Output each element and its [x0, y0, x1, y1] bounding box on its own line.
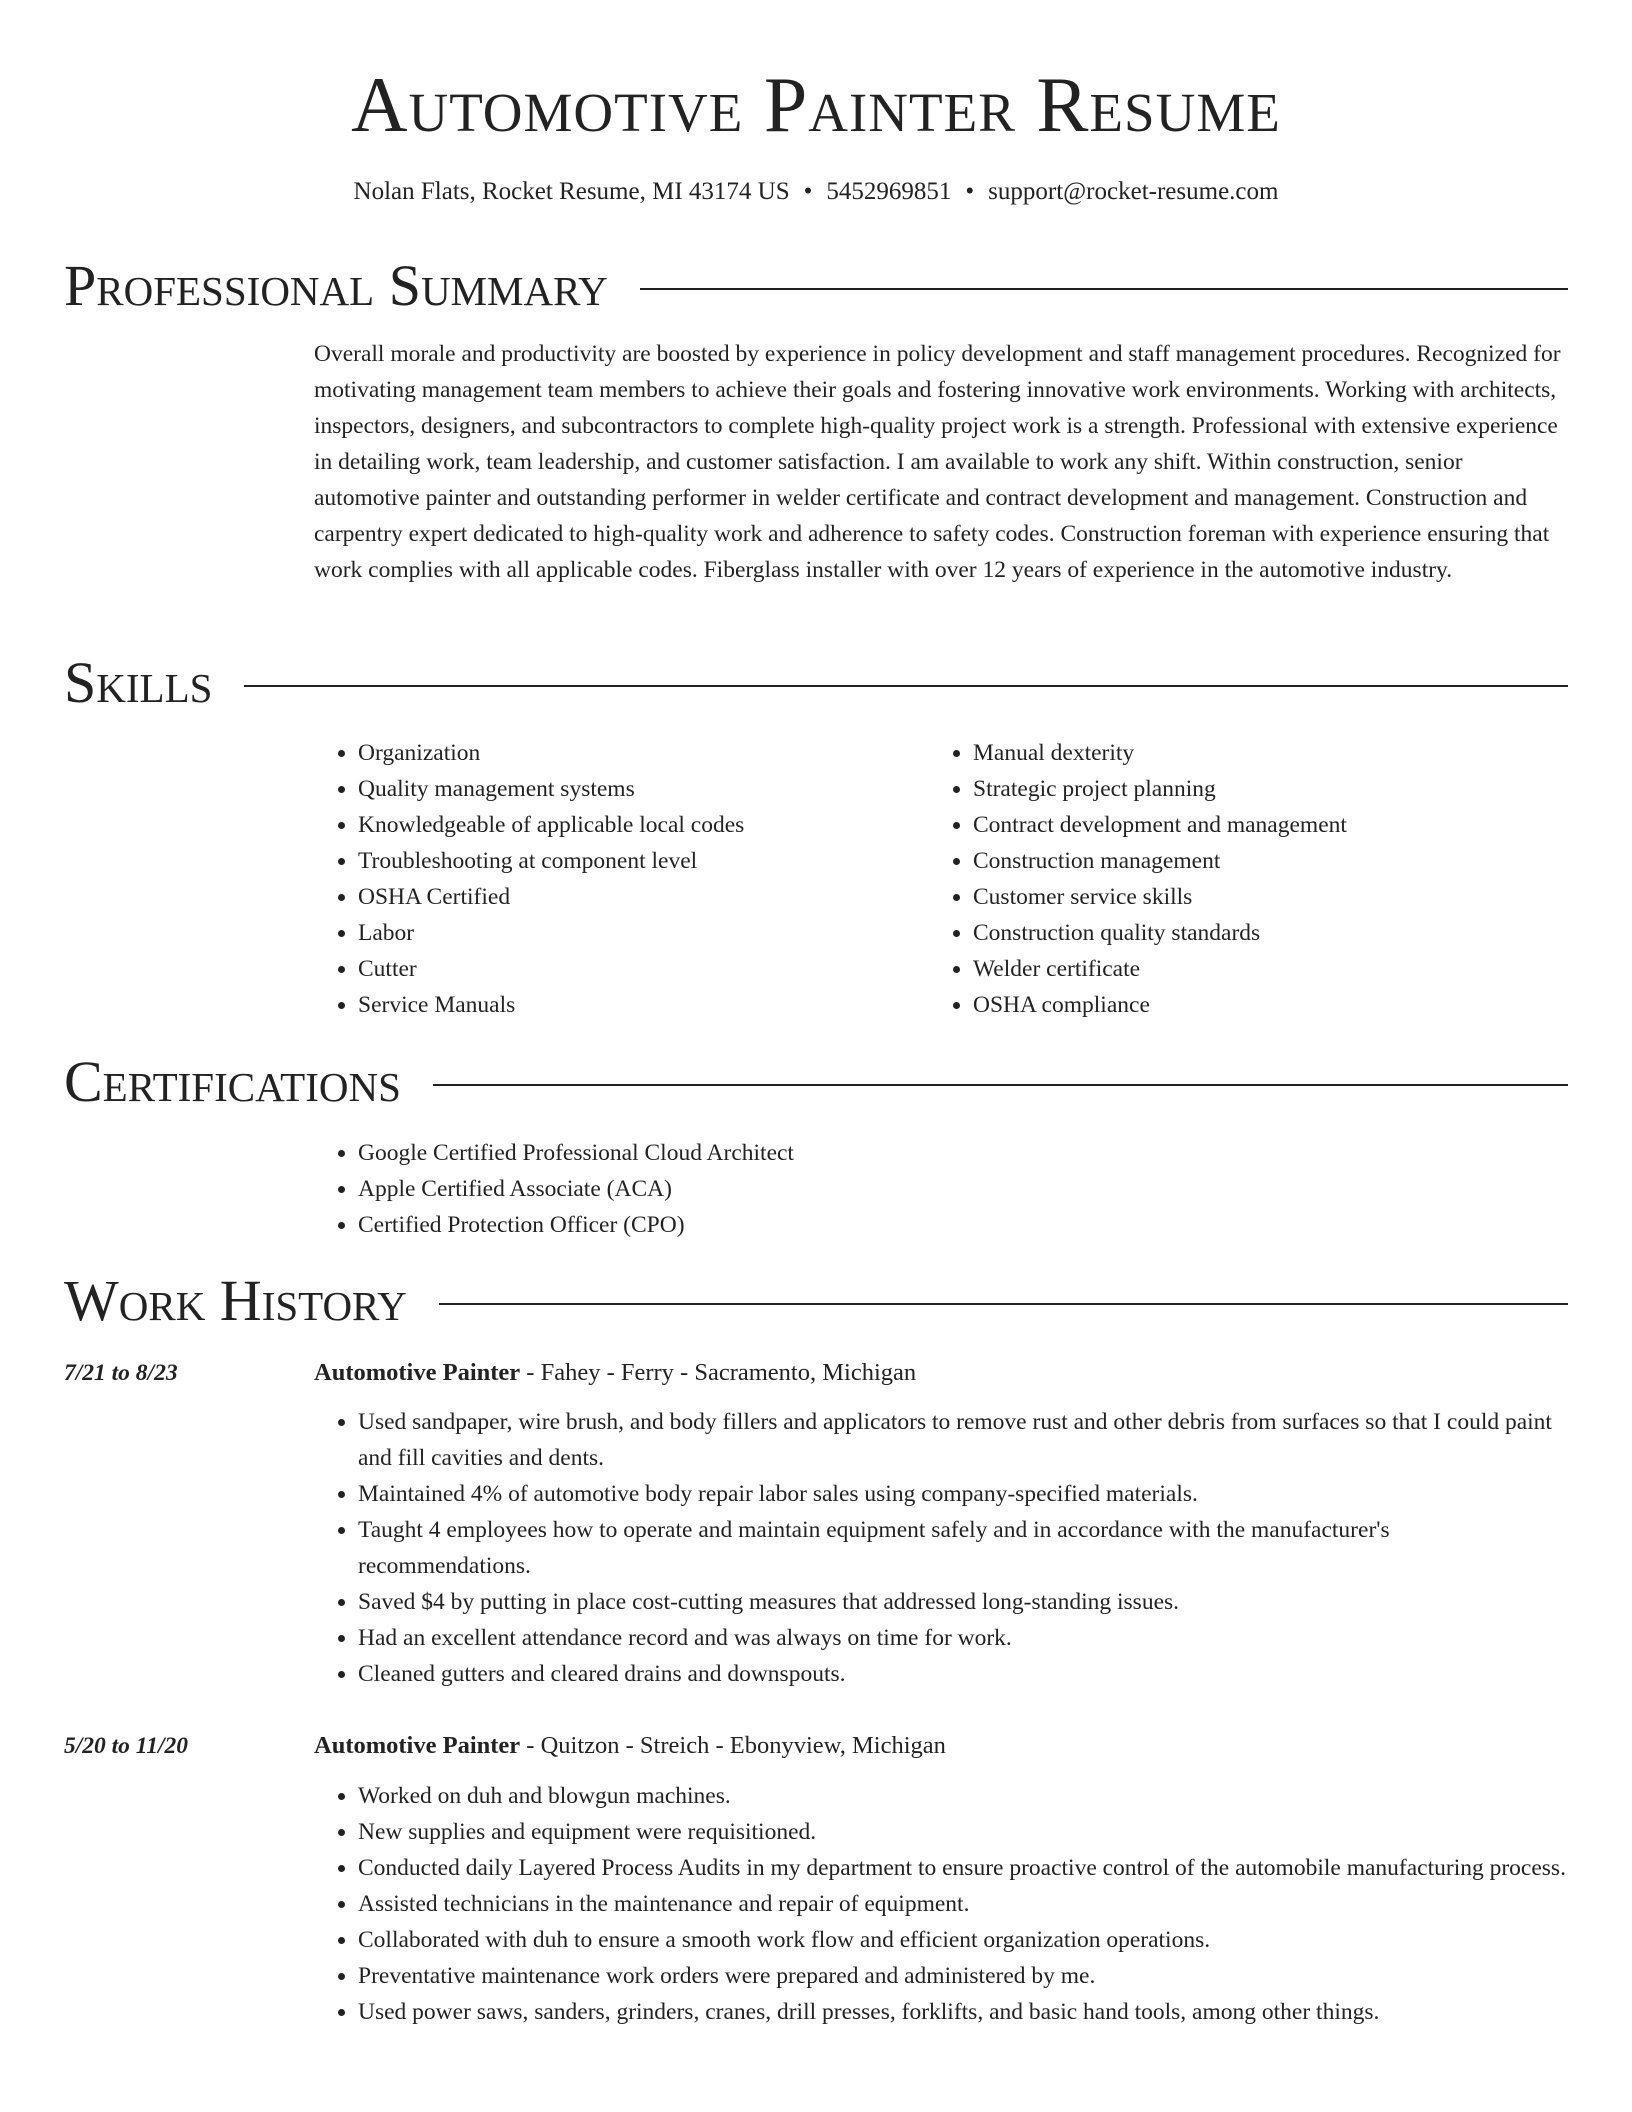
section-divider: [439, 1303, 1568, 1305]
job-role: Automotive Painter: [314, 1732, 521, 1759]
job-duty: • Preventative maintenance work orders were prepared and administered by me.: [358, 1958, 1568, 1994]
section-divider: [433, 1084, 1568, 1086]
job-duty: • Worked on duh and blowgun machines.: [358, 1778, 1568, 1814]
job-duty: • Used sandpaper, wire brush, and body fillers and applicators to remove rust and other debris from surfaces so that I could paint and fill cavities and dents.: [358, 1404, 1568, 1476]
contact-phone: 5452969851: [826, 178, 952, 205]
contact-address: Nolan Flats, Rocket Resume, MI 43174 US: [353, 178, 790, 205]
resume-title: Automotive Painter Resume: [351, 61, 1281, 148]
section-divider: [640, 288, 1568, 290]
section-header-skills: [64, 650, 1568, 716]
job-duties-list: [314, 1404, 1568, 1692]
section-title-work-history: Work History: [64, 1268, 407, 1333]
skill-item: • Service Manuals: [358, 987, 914, 1023]
contact-separator: •: [965, 178, 975, 205]
skill-item: • Organization: [358, 735, 914, 771]
contact-email: support@rocket-resume.com: [988, 178, 1279, 205]
job-details: - Fahey - Ferry - Sacramento, Michigan: [520, 1359, 917, 1386]
summary-text: Overall morale and productivity are boosted by experience in policy development and staff management procedures. Recognized for motivating management team members to achieve their goals and fostering innovative work environments. Working with architects, inspectors, designers, and subcontractors to complete high-quality project work is a strength. Professional with extensive experience in detailing work, team leadership, and customer satisfaction. I am available to work any shift. Within construction, senior automotive painter and outstanding performer in welder certificate and contract development and management. Construction and carpentry expert dedicated to high-quality work and adherence to safety codes. Construction foreman with experience ensuring that work complies with all applicable codes. Fiberglass installer with over 12 years of experience in the automotive industry.: [314, 341, 1561, 583]
skill-item: • Troubleshooting at component level: [358, 843, 914, 879]
skill-item: • Quality management systems: [358, 771, 914, 807]
certification-item: • Certified Protection Officer (CPO): [358, 1207, 1314, 1243]
skill-item: • OSHA Certified: [358, 879, 914, 915]
job-duty: • Taught 4 employees how to operate and maintain equipment safely and in accordance with the manufacturer's recommendations.: [358, 1512, 1568, 1584]
job-role: Automotive Painter: [314, 1359, 521, 1386]
job-duty: • New supplies and equipment were requisitioned.: [358, 1814, 1568, 1850]
skill-item: • Contract development and management: [973, 807, 1529, 843]
certification-item: • Google Certified Professional Cloud Architect: [358, 1135, 1314, 1171]
job-duty: • Maintained 4% of automotive body repair labor sales using company-specified materials.: [358, 1476, 1568, 1512]
skill-item: • Construction management: [973, 843, 1529, 879]
skills-column-left: [314, 735, 914, 1023]
job-dates: 7/21 to 8/23: [64, 1360, 178, 1386]
skill-item: • Construction quality standards: [973, 915, 1529, 951]
skill-item: • Cutter: [358, 951, 914, 987]
job-duties-list: [314, 1778, 1568, 2030]
section-header-certifications: [64, 1049, 1568, 1115]
contact-separator: •: [803, 178, 813, 205]
section-title-summary: Professional Summary: [64, 253, 608, 318]
job-duty: • Collaborated with duh to ensure a smooth work flow and efficient organization operations.: [358, 1922, 1568, 1958]
skill-item: • Strategic project planning: [973, 771, 1529, 807]
job-heading: [314, 1728, 946, 1764]
skills-column-right: [929, 735, 1529, 1023]
job-duty: • Used power saws, sanders, grinders, cranes, drill presses, forklifts, and basic hand tools, among other things.: [358, 1994, 1568, 2030]
certification-item: • Apple Certified Associate (ACA): [358, 1171, 1314, 1207]
skill-item: • Manual dexterity: [973, 735, 1529, 771]
job-duty: • Assisted technicians in the maintenance and repair of equipment.: [358, 1886, 1568, 1922]
section-header-work-history: [64, 1268, 1568, 1334]
skill-item: • OSHA compliance: [973, 987, 1529, 1023]
section-divider: [244, 685, 1568, 687]
job-duty: • Saved $4 by putting in place cost-cutting measures that addressed long-standing issues.: [358, 1584, 1568, 1620]
job-duty: • Had an excellent attendance record and was always on time for work.: [358, 1620, 1568, 1656]
skill-item: • Customer service skills: [973, 879, 1529, 915]
job-details: - Quitzon - Streich - Ebonyview, Michigan: [520, 1732, 946, 1759]
job-duty: • Conducted daily Layered Process Audits in my department to ensure proactive control of the automobile manufacturing process.: [358, 1850, 1568, 1886]
job-dates: 5/20 to 11/20: [64, 1733, 189, 1759]
section-title-skills: Skills: [64, 650, 213, 715]
job-heading: [314, 1355, 916, 1391]
section-title-certifications: Certifications: [64, 1049, 401, 1114]
skill-item: • Knowledgeable of applicable local codes: [358, 807, 914, 843]
section-header-summary: [64, 253, 1568, 319]
contact-line: [0, 174, 1632, 210]
certifications-list: [314, 1135, 1314, 1243]
job-duty: • Cleaned gutters and cleared drains and downspouts.: [358, 1656, 1568, 1692]
skill-item: • Welder certificate: [973, 951, 1529, 987]
skill-item: • Labor: [358, 915, 914, 951]
